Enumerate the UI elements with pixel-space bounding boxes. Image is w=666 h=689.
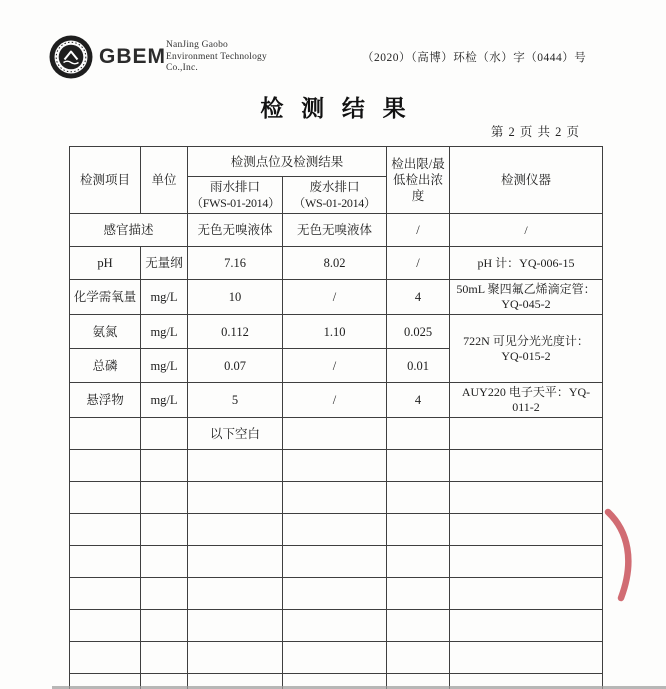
- empty-cell: [141, 610, 188, 642]
- empty-row: [70, 482, 603, 514]
- empty-cell: [450, 514, 603, 546]
- cell-detection-limit: 0.025: [387, 315, 450, 349]
- cell-unit: mg/L: [141, 315, 188, 349]
- gbem-wordmark: GBEM: [99, 45, 166, 68]
- empty-cell: [141, 578, 188, 610]
- empty-cell: [70, 482, 141, 514]
- empty-cell: [450, 610, 603, 642]
- cell-detection-limit: /: [387, 214, 450, 247]
- empty-cell: [387, 546, 450, 578]
- company-name-line3: Co.,Inc.: [166, 63, 198, 73]
- cell-rain-result: 10: [188, 280, 283, 315]
- col-header-item: 检测项目: [70, 147, 141, 214]
- empty-row: [70, 610, 603, 642]
- cell-rain-result: 0.112: [188, 315, 283, 349]
- empty-cell: [141, 642, 188, 674]
- empty-cell: [188, 578, 283, 610]
- rain-outlet-name: 雨水排口: [209, 180, 260, 194]
- row-cod: [70, 280, 603, 315]
- rain-outlet-code: （FWS-01-2014）: [191, 196, 280, 210]
- company-name-line1: NanJing Gaobo: [166, 40, 228, 50]
- cell-item: 感官描述: [70, 214, 188, 247]
- gbem-logo-icon: [48, 34, 94, 80]
- stamp-edge-arc: [596, 501, 648, 616]
- empty-cell: [70, 610, 141, 642]
- empty-cell: [70, 450, 141, 482]
- empty-cell: [450, 418, 603, 450]
- empty-cell: [387, 482, 450, 514]
- cell-detection-limit: /: [387, 247, 450, 280]
- cell-waste-result: 无色无嗅液体: [283, 214, 387, 247]
- cell-unit: mg/L: [141, 280, 188, 315]
- cell-unit: mg/L: [141, 349, 188, 383]
- cell-waste-result: /: [283, 280, 387, 315]
- company-name: [166, 40, 267, 75]
- results-table: [69, 146, 603, 689]
- row-sensory-description: [70, 214, 603, 247]
- cell-waste-result: /: [283, 383, 387, 418]
- cell-detection-limit: 4: [387, 280, 450, 315]
- empty-cell: [450, 482, 603, 514]
- cell-item: pH: [70, 247, 141, 280]
- empty-cell: [141, 546, 188, 578]
- empty-cell: [141, 514, 188, 546]
- cell-item: 悬浮物: [70, 383, 141, 418]
- empty-cell: [283, 578, 387, 610]
- empty-cell: [141, 482, 188, 514]
- empty-cell: [387, 450, 450, 482]
- empty-cell: [450, 546, 603, 578]
- report-number: （2020）（高博）环检（水）字（0444）号: [362, 52, 587, 64]
- cell-item: 总磷: [70, 349, 141, 383]
- empty-cell: [283, 610, 387, 642]
- empty-cell: [188, 450, 283, 482]
- empty-row: [70, 514, 603, 546]
- empty-cell: [70, 642, 141, 674]
- empty-cell: [188, 546, 283, 578]
- col-header-unit: 单位: [141, 147, 188, 214]
- empty-cell: [387, 514, 450, 546]
- empty-row: [70, 450, 603, 482]
- cell-rain-result: 7.16: [188, 247, 283, 280]
- empty-cell: [283, 514, 387, 546]
- cell-instrument: pH 计：YQ-006-15: [450, 247, 603, 280]
- cell-rain-result: 0.07: [188, 349, 283, 383]
- col-header-points-results: 检测点位及检测结果: [188, 147, 387, 177]
- cell-rain-result: 无色无嗅液体: [188, 214, 283, 247]
- cell-instrument: AUY220 电子天平：YQ-011-2: [450, 383, 603, 418]
- cell-item: 氨氮: [70, 315, 141, 349]
- empty-cell: [188, 610, 283, 642]
- empty-cell: [188, 642, 283, 674]
- cell-rain-result: 5: [188, 383, 283, 418]
- row-end-note: [70, 418, 603, 450]
- empty-cell: [188, 482, 283, 514]
- row-ammonia-nitrogen: [70, 315, 603, 349]
- cell-waste-result: 1.10: [283, 315, 387, 349]
- empty-row: [70, 578, 603, 610]
- gbem-logo-emblem: [48, 34, 94, 85]
- waste-outlet-code: （WS-01-2014）: [293, 196, 376, 210]
- company-name-line2: Environment Technology: [166, 51, 267, 62]
- cell-waste-result: /: [283, 349, 387, 383]
- empty-cell: [387, 578, 450, 610]
- empty-cell: [387, 610, 450, 642]
- cell-unit: 无量纲: [141, 247, 188, 280]
- cell-end-note: 以下空白: [188, 418, 283, 450]
- empty-cell: [70, 578, 141, 610]
- empty-cell: [141, 418, 188, 450]
- col-header-instrument: 检测仪器: [450, 147, 603, 214]
- row-suspended-solids: [70, 383, 603, 418]
- row-ph: [70, 247, 603, 280]
- empty-cell: [387, 642, 450, 674]
- empty-cell: [450, 642, 603, 674]
- page-indicator: 第 2 页 共 2 页: [490, 125, 580, 139]
- col-header-rain-outlet: [188, 177, 283, 214]
- empty-cell: [141, 450, 188, 482]
- empty-cell: [283, 546, 387, 578]
- empty-cell: [283, 642, 387, 674]
- empty-cell: [70, 514, 141, 546]
- empty-cell: [283, 418, 387, 450]
- empty-cell: [70, 418, 141, 450]
- empty-cell: [283, 482, 387, 514]
- page-title: 检 测 结 果: [260, 96, 412, 121]
- empty-cell: [450, 578, 603, 610]
- cell-instrument: /: [450, 214, 603, 247]
- cell-detection-limit: 4: [387, 383, 450, 418]
- empty-cell: [70, 546, 141, 578]
- empty-cell: [283, 450, 387, 482]
- waste-outlet-name: 废水排口: [309, 180, 360, 194]
- cell-detection-limit: 0.01: [387, 349, 450, 383]
- results-table-wrap: [69, 146, 603, 689]
- empty-cell: [387, 418, 450, 450]
- cell-waste-result: 8.02: [283, 247, 387, 280]
- cell-unit: mg/L: [141, 383, 188, 418]
- col-header-waste-outlet: [283, 177, 387, 214]
- cell-instrument: 50mL 聚四氟乙烯滴定管：YQ-045-2: [450, 280, 603, 315]
- col-header-detection-limit: 检出限/最低检出浓度: [387, 147, 450, 214]
- empty-cell: [188, 514, 283, 546]
- cell-item: 化学需氧量: [70, 280, 141, 315]
- stamp-arc-icon: [596, 501, 648, 611]
- cell-shared-instrument: 722N 可见分光光度计：YQ-015-2: [450, 315, 603, 383]
- empty-cell: [450, 450, 603, 482]
- empty-row: [70, 546, 603, 578]
- empty-row: [70, 642, 603, 674]
